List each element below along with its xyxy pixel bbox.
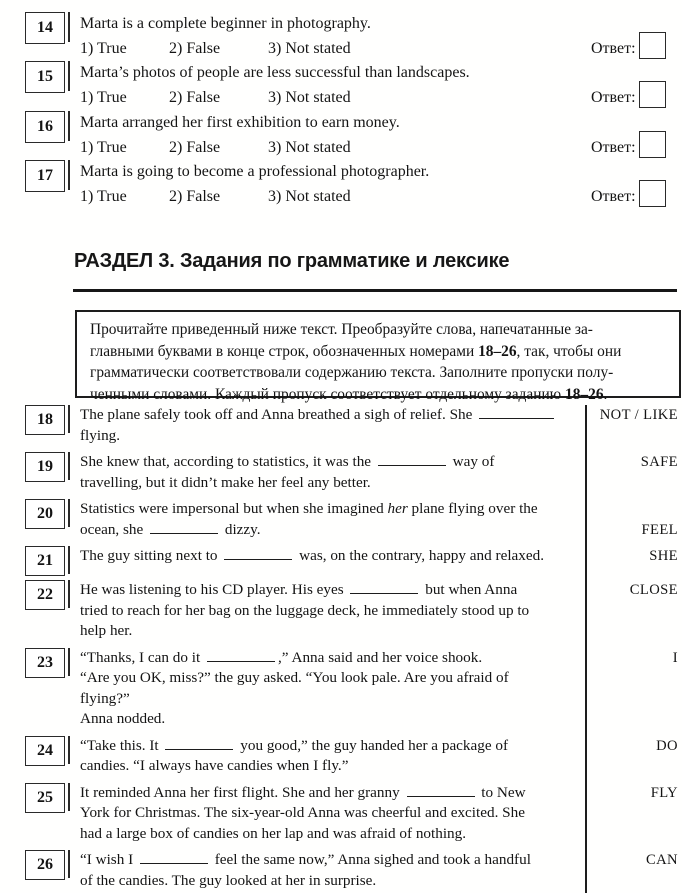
question-text-line: “Take this. It you good,” the guy handed her a package of xyxy=(80,736,509,754)
true-false-question-row xyxy=(0,160,682,209)
question-number: 24 xyxy=(37,741,53,759)
grammar-question-row xyxy=(0,736,682,777)
question-number-box xyxy=(25,648,65,678)
question-text-line: tried to reach for her bag on the luggage deck, he immediately stood up to xyxy=(80,601,530,619)
option-not-stated: 3) Not stated xyxy=(268,187,351,205)
divider-tick xyxy=(68,546,70,574)
option-not-stated: 3) Not stated xyxy=(268,89,351,107)
answer-options xyxy=(80,89,351,107)
question-number: 22 xyxy=(37,586,53,603)
transform-word: NOT / LIKE xyxy=(599,407,678,423)
fill-in-blank[interactable] xyxy=(479,409,554,419)
true-false-question-row xyxy=(0,12,682,61)
fill-in-blank[interactable] xyxy=(207,651,275,661)
question-text-line: It reminded Anna her first flight. She and her granny to New xyxy=(80,783,526,801)
question-number: 15 xyxy=(37,68,53,86)
instruction-line: ченными словами. Каждый пропуск соответствует отдельному заданию 18–26. xyxy=(90,385,608,403)
question-text-line: candies. “I always have candies when I fly.” xyxy=(80,757,349,774)
option-not-stated: 3) Not stated xyxy=(268,40,351,57)
transform-word: I xyxy=(672,649,678,666)
question-text-line: ocean, she dizzy. xyxy=(80,520,261,538)
question-text-line: “Are you OK, miss?” the guy asked. “You look pale. Are you afraid of xyxy=(80,669,509,686)
answer-label: Ответ: xyxy=(591,138,636,156)
divider-tick xyxy=(68,160,70,190)
question-text xyxy=(80,648,582,730)
option-false: 2) False xyxy=(169,138,221,156)
question-text-line: travelling, but it didn’t make her feel any better. xyxy=(80,473,371,491)
answer-options xyxy=(80,139,351,157)
question-number-box xyxy=(25,160,65,192)
instruction-line: Прочитайте приведенный ниже текст. Преобразуйте слова, напечатанные за- xyxy=(90,321,593,338)
question-text-line: She knew that, according to statistics, it was the way of xyxy=(80,453,495,470)
question-text xyxy=(80,452,582,493)
true-false-section xyxy=(0,12,682,209)
grammar-question-row xyxy=(0,452,682,493)
option-false: 2) False xyxy=(169,40,221,57)
fill-in-blank[interactable] xyxy=(378,456,446,466)
fill-in-blank[interactable] xyxy=(140,854,208,864)
fill-in-blank[interactable] xyxy=(150,523,218,533)
question-number: 17 xyxy=(37,166,53,184)
question-number: 25 xyxy=(37,788,53,806)
transform-word: CLOSE xyxy=(629,582,678,598)
question-number-box xyxy=(25,850,65,880)
question-number: 18 xyxy=(37,411,53,428)
instruction-box xyxy=(75,310,681,403)
question-number-box xyxy=(25,111,65,143)
transform-word: CAN xyxy=(645,852,678,868)
instruction-line: грамматически соответствовали содержанию текста. Заполните пропуски полу- xyxy=(90,364,614,382)
column-divider-line xyxy=(585,405,587,893)
answer-input-box[interactable] xyxy=(639,131,666,158)
answer-input-box[interactable] xyxy=(639,32,666,59)
question-number: 19 xyxy=(37,458,53,475)
answer-label: Ответ: xyxy=(591,89,636,107)
divider-tick xyxy=(68,736,70,764)
option-false: 2) False xyxy=(169,187,221,205)
true-false-question-row xyxy=(0,111,682,160)
divider-tick xyxy=(68,405,70,433)
question-text-line: of the candies. The guy looked at her in surprise. xyxy=(80,871,377,889)
question-number-box xyxy=(25,499,65,529)
question-number: 14 xyxy=(37,19,53,36)
divider-tick xyxy=(68,12,70,42)
question-number: 20 xyxy=(37,505,53,522)
question-number: 21 xyxy=(37,552,53,569)
question-number-box xyxy=(25,783,65,813)
question-text-line: help her. xyxy=(80,622,133,639)
question-number: 16 xyxy=(37,117,53,135)
question-text-line: flying?” xyxy=(80,689,130,707)
grammar-question-row xyxy=(0,648,682,730)
question-number-box xyxy=(25,452,65,482)
fill-in-blank[interactable] xyxy=(165,739,233,749)
grammar-question-row xyxy=(0,405,682,446)
answer-label: Ответ: xyxy=(591,187,636,205)
question-text xyxy=(80,783,582,845)
section-heading: РАЗДЕЛ 3. Задания по грамматике и лексике xyxy=(74,250,510,272)
transform-word: DO xyxy=(656,737,678,754)
question-statement: Marta’s photos of people are less successful than landscapes. xyxy=(80,64,470,82)
question-number-box xyxy=(25,405,65,435)
divider-tick xyxy=(68,850,70,878)
divider-tick xyxy=(68,452,70,480)
answer-options xyxy=(80,188,351,206)
question-statement: Marta is going to become a professional photographer. xyxy=(80,162,430,180)
grammar-section xyxy=(0,405,682,891)
question-text xyxy=(80,499,582,540)
question-number-box xyxy=(25,546,65,576)
grammar-question-row xyxy=(0,783,682,845)
question-text xyxy=(80,850,582,891)
question-text-line: “Thanks, I can do it ,” Anna said and her voice shook. xyxy=(80,648,483,666)
option-true: 1) True xyxy=(80,138,127,156)
question-text xyxy=(80,546,582,567)
transform-word: FEEL xyxy=(641,521,678,538)
question-text-line: The guy sitting next to was, on the contrary, happy and relaxed. xyxy=(80,547,545,564)
option-false: 2) False xyxy=(169,89,221,107)
question-text-line: Anna nodded. xyxy=(80,710,166,727)
section-heading-rule xyxy=(73,289,677,292)
fill-in-blank[interactable] xyxy=(224,550,292,560)
answer-label: Ответ: xyxy=(591,40,636,57)
fill-in-blank[interactable] xyxy=(350,584,418,594)
grammar-question-row xyxy=(0,850,682,891)
question-number: 26 xyxy=(37,856,53,873)
question-text-line: The plane safely took off and Anna breathed a sigh of relief. She xyxy=(80,405,582,426)
transform-word: SAFE xyxy=(640,454,678,470)
transform-word: SHE xyxy=(649,548,678,564)
grammar-question-row xyxy=(0,546,682,574)
divider-tick xyxy=(68,783,70,811)
true-false-question-row xyxy=(0,61,682,110)
question-text-line: York for Christmas. The six-year-old Anna was cheerful and excited. She xyxy=(80,804,525,821)
question-text-line: “I wish I feel the same now,” Anna sighed and took a handful xyxy=(80,851,531,868)
instruction-line: главными буквами в конце строк, обозначенных номерами 18–26, так, чтобы они xyxy=(90,342,622,360)
grammar-question-row xyxy=(0,580,682,642)
grammar-question-row xyxy=(0,499,682,540)
question-text-line: flying. xyxy=(80,426,121,444)
question-statement: Marta is a complete beginner in photography. xyxy=(80,15,371,32)
divider-tick xyxy=(68,61,70,91)
question-text xyxy=(80,405,582,446)
option-true: 1) True xyxy=(80,187,127,205)
question-number-box xyxy=(25,736,65,766)
question-text-line: Statistics were impersonal but when she imagined her plane flying over the xyxy=(80,500,538,517)
question-statement: Marta arranged her first exhibition to earn money. xyxy=(80,113,400,131)
option-true: 1) True xyxy=(80,40,127,57)
answer-input-box[interactable] xyxy=(639,180,666,207)
question-text xyxy=(80,580,582,642)
option-not-stated: 3) Not stated xyxy=(268,138,351,156)
divider-tick xyxy=(68,111,70,141)
question-number: 23 xyxy=(37,653,53,671)
question-text-line: He was listening to his CD player. His eyes but when Anna xyxy=(80,581,518,598)
question-number-box xyxy=(25,580,65,610)
divider-tick xyxy=(68,648,70,676)
transform-word: FLY xyxy=(650,784,678,801)
answer-options xyxy=(80,40,351,58)
question-text-line: had a large box of candies on her lap and was afraid of nothing. xyxy=(80,824,467,842)
question-number-box xyxy=(25,61,65,93)
divider-tick xyxy=(68,499,70,527)
answer-input-box[interactable] xyxy=(639,81,666,108)
divider-tick xyxy=(68,580,70,608)
fill-in-blank[interactable] xyxy=(407,786,475,796)
question-text xyxy=(80,736,582,777)
option-true: 1) True xyxy=(80,89,127,107)
question-number-box xyxy=(25,12,65,44)
